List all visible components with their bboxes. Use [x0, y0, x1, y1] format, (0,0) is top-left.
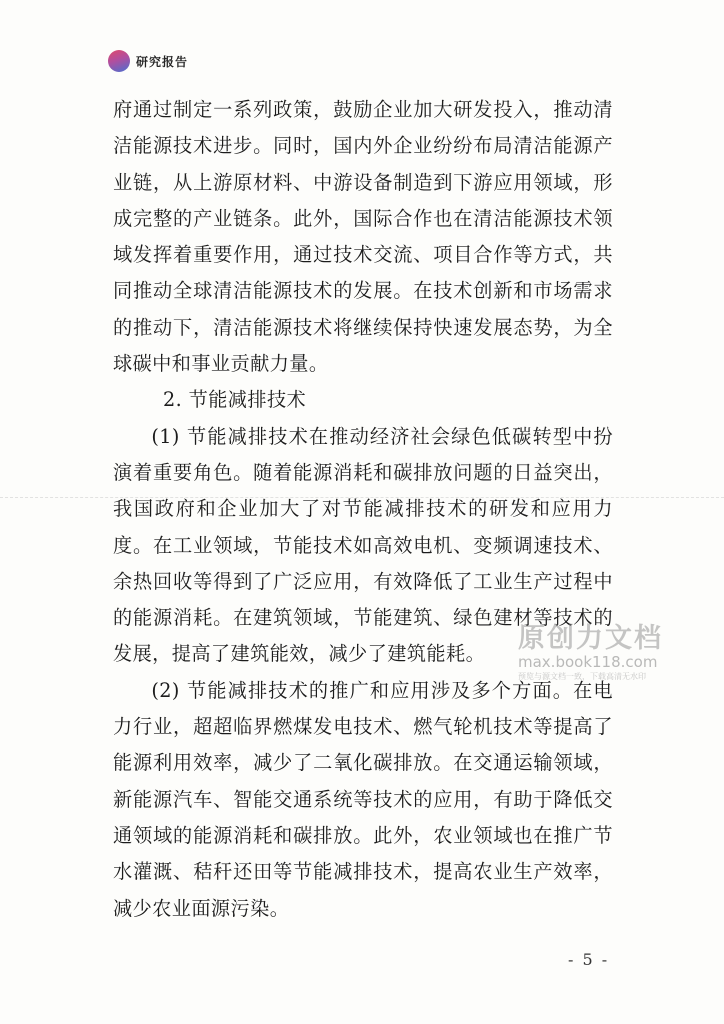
header-title: 研究报告 — [136, 54, 189, 69]
paragraph-continued: 府通过制定一系列政策，鼓励企业加大研发投入，推动清洁能源技术进步。同时，国内外企业纷纷布局清洁能源产业链，从上游原材料、中游设备制造到下游应用领域，形成完整的产业链条。此外，国际合作也在清洁能源技术领域发挥着重要作用，通过技术交流、项目合作等方式，共同推动全球清洁能源技术的发展。在技术创新和市场需求的推动下，清洁能源技术将继续保持快速发展态势，为全球碳中和事业贡献力量。 — [113, 98, 613, 376]
page-number: - 5 - — [568, 950, 610, 969]
paragraph-1: (1) 节能减排技术在推动经济社会绿色低碳转型中扮演着重要角色。随着能源消耗和碳排放问题的日益突出，我国政府和企业加大了对节能减排技术的研发和应用力度。在工业领域，节能技术如高效电机、变频调速技术、余热回收等得到了广泛应用，有效降低了工业生产过程中的能源消耗。在建筑领域，节能建筑、绿色建材等技术的发展，提高了建筑能效，减少了建筑能耗。 — [113, 424, 613, 666]
watermark-note: 预览与源文档一致，下载高清无水印 — [518, 672, 646, 681]
paragraph-2: (2) 节能减排技术的推广和应用涉及多个方面。在电力行业，超超临界燃煤发电技术、燃气轮机技术等提高了能源利用效率，减少了二氧化碳排放。在交通运输领域，新能源汽车、智能交通系统等技术的应用，有助于降低交通领域的能源消耗和碳排放。此外，农业领域也在推广节水灌溉、秸秆还田等节能减排技术，提高农业生产效率，减少农业面源污染。 — [113, 678, 613, 920]
document-body — [113, 92, 613, 927]
watermark-brand: 原创力文档 — [518, 623, 663, 654]
report-header — [108, 50, 188, 72]
watermark-url: max.book118.com — [518, 653, 658, 671]
report-logo-icon — [108, 50, 130, 72]
section-heading: 2. 节能减排技术 — [163, 388, 307, 412]
